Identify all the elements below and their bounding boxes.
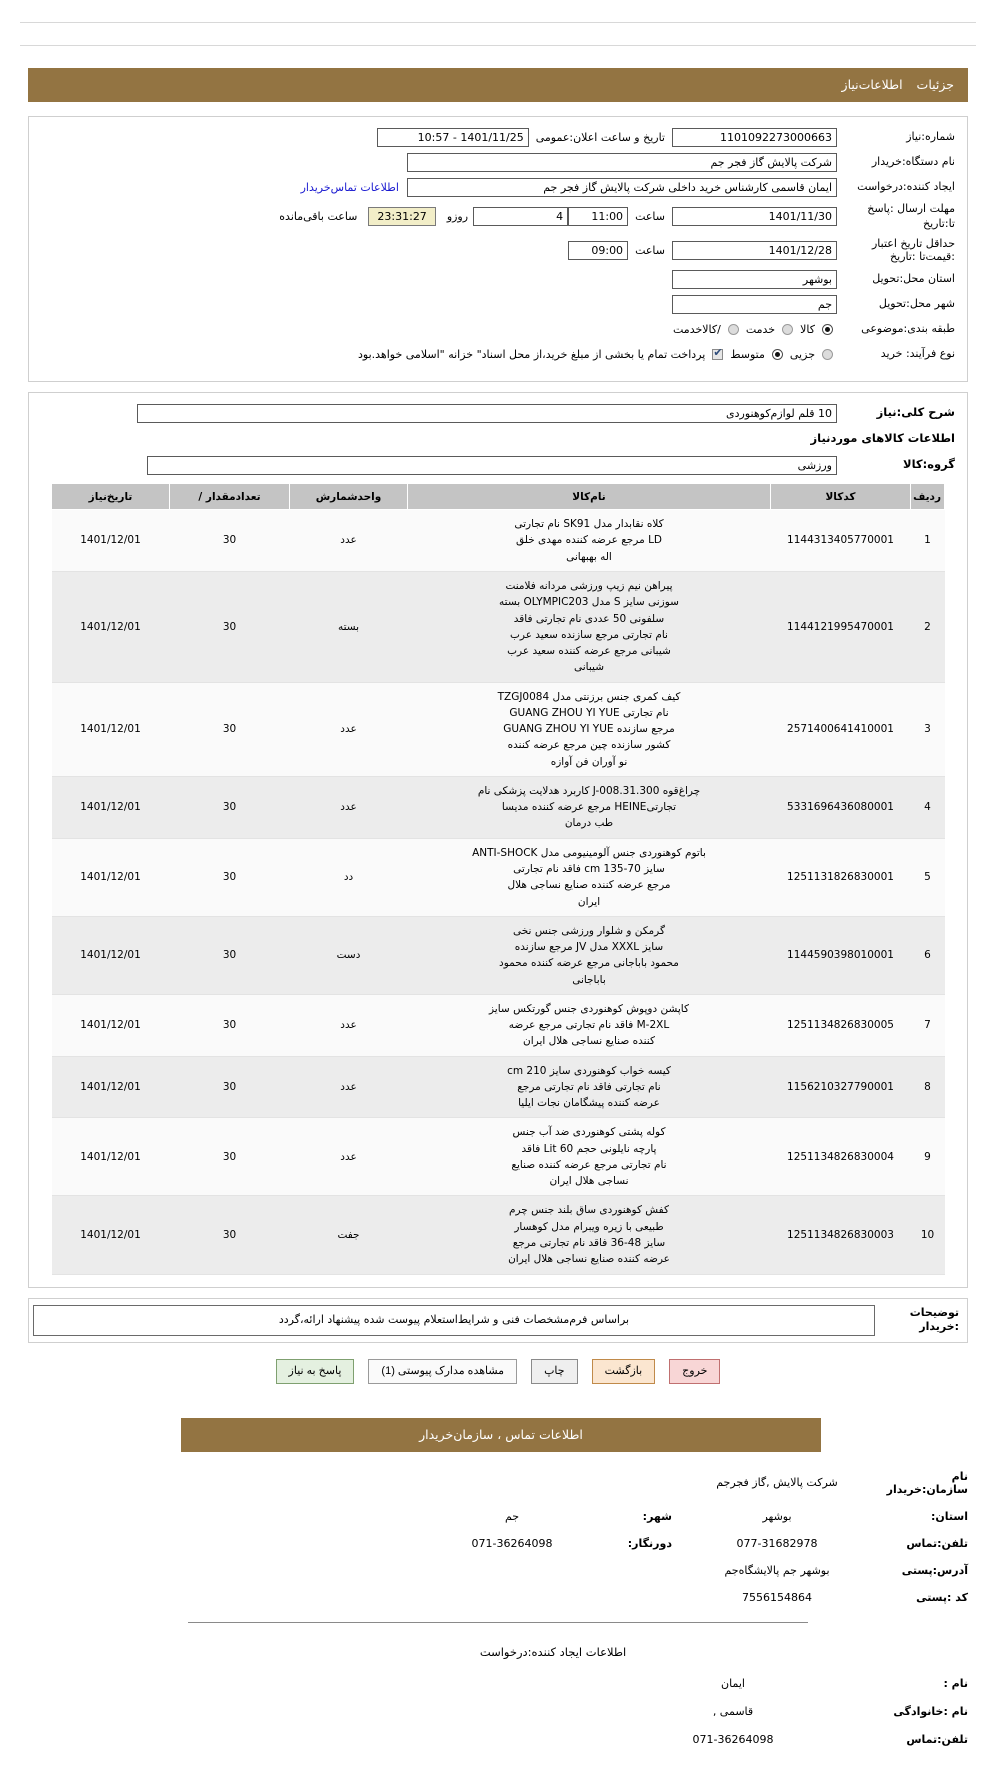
countdown-timer: 23:31:27	[368, 207, 435, 226]
cell-radif: 8	[911, 1056, 945, 1118]
th-date: تاریخ‌نیاز	[52, 484, 170, 510]
validity-date-value: 1401/12/28	[672, 241, 837, 260]
cell-qty: 30	[170, 838, 290, 916]
table-row	[52, 682, 945, 776]
row-province	[41, 269, 955, 289]
exit-button[interactable]: خروج	[669, 1359, 720, 1383]
action-buttons	[0, 1359, 996, 1383]
cell-name: گرمکن و شلوار ورزشی جنس نخی سایز XXXL مدل JV مرجع سازنده محمود باباجانی مرجع عرضه کننده محمود باباجانی	[408, 916, 771, 994]
creator-tel-value: 071-36264098	[692, 1732, 774, 1746]
cell-unit: عدد	[290, 682, 408, 776]
row-buyer-org	[41, 152, 955, 172]
cell-qty: 30	[170, 571, 290, 682]
cell-name: چراغ‌قوه J-008.31.300 کاربرد هدلایت پزشکی نام تجارتیHEINE مرجع عرضه کننده مدیسا طب درمان	[408, 776, 771, 838]
cell-qty: 30	[170, 994, 290, 1056]
contact-org-value: شرکت پالایش ,گاز فجرجم	[716, 1476, 838, 1490]
creator-family-value: قاسمی ,	[712, 1704, 754, 1718]
cell-radif: 2	[911, 571, 945, 682]
goods-table-wrapper	[51, 483, 945, 1274]
cell-unit: جفت	[290, 1196, 408, 1274]
table-row	[52, 916, 945, 994]
table-row	[52, 571, 945, 682]
contact-postal-label: کد :پستی	[916, 1590, 968, 1604]
cell-unit: بسته	[290, 571, 408, 682]
buyer-org-label: نام دستگاه:خریدار	[871, 154, 955, 168]
row-city	[41, 294, 955, 314]
deadline-hour-value: 11:00	[568, 207, 628, 226]
cell-date: 1401/12/01	[52, 916, 170, 994]
th-radif: ردیف	[911, 484, 945, 510]
cell-code: 2571400641410001	[771, 682, 911, 776]
cell-unit: عدد	[290, 510, 408, 572]
contact-org-label: نام سازمان:خریدار	[886, 1469, 968, 1496]
buyer-contact-link[interactable]: اطلاعات تماس‌خریدار	[300, 180, 399, 194]
cell-code: 1251134826830003	[771, 1196, 911, 1274]
cell-qty: 30	[170, 1118, 290, 1196]
cell-date: 1401/12/01	[52, 838, 170, 916]
th-name: نام‌کالا	[408, 484, 771, 510]
label-classification-goods-service: /کالاخدمت	[673, 322, 721, 336]
cell-code: 1144313405770001	[771, 510, 911, 572]
row-creator	[41, 177, 955, 197]
label-process-medium: متوسط	[730, 347, 765, 361]
cell-code: 1144121995470001	[771, 571, 911, 682]
overall-description-label: شرح کلی:نیاز	[876, 405, 955, 420]
need-info-card	[28, 116, 968, 382]
contact-section-header: اطلاعات تماس ، سازمان‌خریدار	[181, 1418, 821, 1452]
back-button[interactable]: بازگشت	[592, 1359, 656, 1383]
creator-row-tel	[28, 1733, 968, 1746]
cell-unit: دست	[290, 916, 408, 994]
cell-qty: 30	[170, 1056, 290, 1118]
cell-name: کفش کوهنوردی ساق بلند جنس چرم طبیعی با زیره ویبرام مدل کوهسار سایز 48-36 فاقد نام تجارتی مرجع عرضه کننده صنایع نساجی هلال ایران	[408, 1196, 771, 1274]
buyer-notes-text: براساس فرم‌مشخصات فنی و شرایط‌استعلام پیوست شده پیشنهاد ارائه،گردد	[33, 1305, 875, 1337]
cell-qty: 30	[170, 510, 290, 572]
cell-code: 1251131826830001	[771, 838, 911, 916]
cell-date: 1401/12/01	[52, 571, 170, 682]
deadline-date-value: 1401/11/30	[672, 207, 837, 226]
page-root	[0, 22, 996, 1746]
creator-row-family	[28, 1705, 968, 1718]
cell-name: کاپشن دوپوش کوهنوردی جنس گورتکس سایز M-2XL فاقد نام تجارتی مرجع عرضه کننده صنایع نساجی هلال ایران	[408, 994, 771, 1056]
cell-name: پیراهن نیم زیپ ورزشی مردانه فلامنت سوزنی سایز S مدل OLYMPIC203 بسته سلفونی 50 عددی نام تجارتی فاقد نام تجارتی مرجع سازنده سعید عرب شیبانی مرجع عرضه کننده سعید عرب شیبانی	[408, 571, 771, 682]
days-remaining-value: 4	[473, 207, 568, 226]
label-treasury-payment: پرداخت تمام یا بخشی از مبلغ خرید،از محل اسناد" خزانه "اسلامی خواهد.بود	[358, 347, 706, 361]
view-docs-button[interactable]: مشاهده مدارک پیوستی (1)	[368, 1359, 517, 1383]
contact-city-label: شهر:	[642, 1509, 672, 1523]
cell-qty: 30	[170, 916, 290, 994]
goods-group-label: گروه:کالا	[903, 457, 955, 472]
announce-value: 1401/11/25 - 10:57	[377, 128, 529, 147]
creator-value: ایمان قاسمی کارشناس خرید داخلی شرکت پالایش گاز فجر جم	[407, 178, 837, 197]
row-overall-description	[41, 403, 955, 423]
cell-qty: 30	[170, 1196, 290, 1274]
cell-code: 1251134826830004	[771, 1118, 911, 1196]
section-header-bar	[28, 68, 968, 102]
creator-family-label: نام :خانوادگی	[893, 1704, 968, 1718]
table-row	[52, 1118, 945, 1196]
goods-table-head	[52, 484, 945, 510]
contact-row-phone-fax	[28, 1537, 968, 1550]
cell-code: 1251134826830005	[771, 994, 911, 1056]
process-type-label: نوع فرآیند: خرید	[880, 346, 955, 360]
countdown-timer-label: ساعت باقی‌مانده	[279, 210, 358, 224]
cell-radif: 10	[911, 1196, 945, 1274]
tab-details[interactable]: جزئیات	[916, 77, 954, 92]
cell-name: کوله پشتی کوهنوردی ضد آب جنس پارچه نایلونی حجم 60 Lit فاقد نام تجارتی مرجع عرضه کننده صنایع نساجی هلال ایران	[408, 1118, 771, 1196]
creator-name-value: ایمان	[721, 1676, 745, 1690]
classification-label: طبقه بندی:موضوعی	[861, 321, 955, 335]
cell-radif: 5	[911, 838, 945, 916]
validity-label: حداقل تاریخ اعتبار :قیمت‌تا :تاریخ	[871, 236, 955, 264]
cell-radif: 7	[911, 994, 945, 1056]
contact-phone-value: 077-31682978	[736, 1536, 818, 1550]
respond-button[interactable]: پاسخ به نیاز	[276, 1359, 355, 1383]
cell-unit: عدد	[290, 1118, 408, 1196]
creator-tel-label: تلفن:تماس	[906, 1732, 968, 1746]
cell-date: 1401/12/01	[52, 776, 170, 838]
cell-name: کلاه نقابدار مدل SK91 نام تجارتی LD مرجع عرضه کننده مهدی خلق اله بهبهانی	[408, 510, 771, 572]
cell-date: 1401/12/01	[52, 682, 170, 776]
contact-info	[28, 1470, 968, 1746]
goods-group-value: ورزشی	[147, 456, 837, 475]
contact-row-org	[28, 1470, 968, 1496]
contact-row-postal	[28, 1591, 968, 1604]
buyer-notes	[28, 1298, 968, 1344]
row-goods-group	[41, 455, 955, 475]
th-code: کدکالا	[771, 484, 911, 510]
need-number-value: 1101092273000663	[672, 128, 837, 147]
cell-unit: دد	[290, 838, 408, 916]
days-remaining-label: روزو	[446, 210, 469, 224]
cell-radif: 3	[911, 682, 945, 776]
cell-qty: 30	[170, 682, 290, 776]
row-need-number	[41, 127, 955, 147]
city-label: شهر محل:تحویل	[878, 296, 955, 310]
radio-classification-service[interactable]	[782, 324, 793, 335]
cell-name: کیسه خواب کوهنوردی سایز 210 cm نام تجارتی فاقد نام تجارتی مرجع عرضه کننده پیشگامان نجات ایلیا	[408, 1056, 771, 1118]
radio-classification-goods-service[interactable]	[728, 324, 739, 335]
deadline-hour-label: ساعت	[635, 210, 665, 224]
contact-city-value: جم	[504, 1509, 520, 1523]
top-divider-1	[20, 22, 976, 23]
radio-process-medium[interactable]	[772, 349, 783, 360]
cell-date: 1401/12/01	[52, 1056, 170, 1118]
validity-hour-label: ساعت	[635, 243, 665, 257]
contact-address-label: آدرس:پستی	[901, 1563, 968, 1577]
province-value: بوشهر	[672, 270, 837, 289]
cell-unit: عدد	[290, 994, 408, 1056]
cell-name: کیف کمری جنس برزنتی مدل TZGJ0084 نام تجارتی GUANG ZHOU YI YUE مرجع سازنده GUANG ZHOU YI YUE کشور سازنده چین مرجع عرضه کننده نو آوران فن آوازه	[408, 682, 771, 776]
contact-postal-value: 7556154864	[742, 1590, 812, 1604]
announce-label: تاریخ و ساعت اعلان:عمومی	[535, 130, 665, 144]
table-row	[52, 994, 945, 1056]
contact-fax-value: 071-36264098	[471, 1536, 553, 1550]
table-row	[52, 838, 945, 916]
table-row	[52, 1056, 945, 1118]
radio-process-minor[interactable]	[822, 349, 833, 360]
buyer-notes-label: توضیحات :خریدار	[909, 1305, 959, 1334]
contact-divider	[188, 1622, 808, 1623]
creator-name-label: نام :	[943, 1676, 968, 1690]
top-divider-2	[20, 45, 976, 46]
contact-phone-label: تلفن:تماس	[906, 1536, 968, 1550]
cell-unit: عدد	[290, 1056, 408, 1118]
cell-radif: 4	[911, 776, 945, 838]
row-validity	[41, 237, 955, 265]
goods-card	[28, 392, 968, 1287]
table-row	[52, 776, 945, 838]
buyer-org-value: شرکت پالایش گاز فجر جم	[407, 153, 837, 172]
cell-date: 1401/12/01	[52, 994, 170, 1056]
creator-label: ایجاد کننده:درخواست	[857, 179, 955, 193]
province-label: استان محل:تحویل	[872, 271, 955, 285]
deadline-label: مهلت ارسال :پاسخ تا:تاریخ	[867, 202, 955, 230]
cell-radif: 1	[911, 510, 945, 572]
cell-code: 1156210327790001	[771, 1056, 911, 1118]
radio-classification-goods[interactable]	[822, 324, 833, 335]
validity-hour-value: 09:00	[568, 241, 628, 260]
cell-radif: 6	[911, 916, 945, 994]
row-process-type	[41, 344, 955, 364]
table-row	[52, 1196, 945, 1274]
contact-province-value: بوشهر	[762, 1509, 792, 1523]
cell-code: 5331696436080001	[771, 776, 911, 838]
row-deadline	[41, 202, 955, 232]
cell-radif: 9	[911, 1118, 945, 1196]
row-classification	[41, 319, 955, 339]
cell-date: 1401/12/01	[52, 1196, 170, 1274]
th-qty: تعداد‌مقدار /	[170, 484, 290, 510]
goods-table-header-row	[52, 484, 945, 510]
goods-table	[51, 483, 945, 1274]
tab-need-info[interactable]: اطلاعات‌نیاز	[841, 77, 903, 92]
cell-name: باتوم کوهنوردی جنس آلومینیومی مدل ANTI-SHOCK سایز 70-135 cm فاقد نام تجارتی مرجع عرضه کننده صنایع نساجی هلال ایران	[408, 838, 771, 916]
contact-province-label: استان:	[931, 1509, 968, 1523]
contact-row-address	[28, 1564, 968, 1577]
cell-date: 1401/12/01	[52, 510, 170, 572]
cell-qty: 30	[170, 776, 290, 838]
print-button[interactable]: چاپ	[531, 1359, 578, 1383]
checkbox-treasury-payment[interactable]	[712, 349, 723, 360]
table-row	[52, 510, 945, 572]
city-value: جم	[672, 295, 837, 314]
contact-row-province-city	[28, 1510, 968, 1523]
creator-row-name	[28, 1677, 968, 1690]
label-classification-service: خدمت	[745, 322, 776, 336]
cell-date: 1401/12/01	[52, 1118, 170, 1196]
cell-code: 1144590398010001	[771, 916, 911, 994]
cell-unit: عدد	[290, 776, 408, 838]
label-process-minor: جزیی	[789, 347, 815, 361]
creator-section-title: اطلاعات ایجاد کننده:درخواست	[479, 1644, 627, 1659]
overall-description-value: 10 قلم لوازم‌کوهنوردی	[137, 404, 837, 423]
contact-address-value: بوشهر جم پالایشگاه‌جم	[724, 1563, 830, 1577]
th-unit: واحدشمارش	[290, 484, 408, 510]
label-classification-goods: کالا	[800, 322, 815, 336]
contact-fax-label: دورنگار:	[627, 1536, 672, 1550]
goods-table-body	[52, 510, 945, 1274]
need-number-label: شماره:نیاز	[906, 129, 955, 143]
goods-section-title: اطلاعات کالاهای موردنیاز	[810, 431, 955, 446]
